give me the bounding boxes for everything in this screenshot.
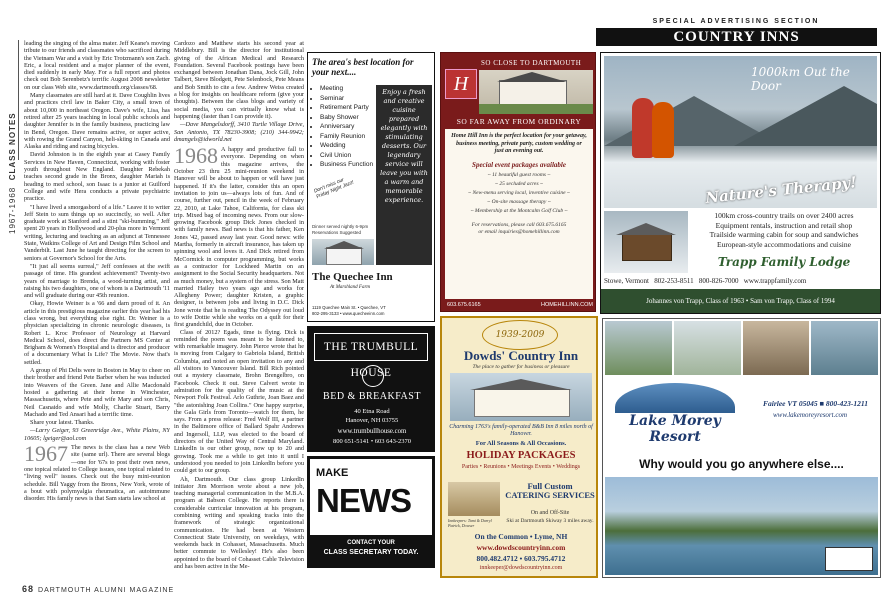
trapp-lodge-photo	[604, 211, 688, 273]
feature-item: ~ On-site massage therapy ~	[487, 198, 551, 205]
event-item: • Retirement Party	[320, 103, 386, 113]
col1-p7: A group of Phi Delts were in Boston in May to cheer on their brother and friend Pete Barber when he was inducted into Weavers of the Green. Jane and Allie Macdonald hosted a gathering at their home in Winchester, Massachusetts, where Pete and wife Mary and son Chris, Neil Casnaido and wife Molly, Charlie Stuart, Barry Machado and Ted Ansari had a terrific time.	[24, 367, 170, 418]
event-item: • Civil Union	[320, 151, 386, 161]
col2-p1: Cardozo and Matthew starts his second year at Middlebury. Bill is the director for institutional giving of the African Medical and Research Foundation. Several Facebook postings have been exchanged between Jonathan Dana, Jock Gill, John Talbert, Steve Blodgett, Pete Selenbock, Pete Means and Bob Smith to cite a few. Andrew Weiss created a blog for insights on healthcare reform (give your thoughts). Between the class blogs and variety of social media, you can virtually know what is happening (faster than I can provide it).	[174, 40, 304, 120]
trumbull-emblem-icon	[362, 365, 384, 387]
page-number: 68	[22, 584, 35, 594]
dowds-phones: 800.482.4712 • 603.795.4712	[476, 554, 566, 563]
home-hill-inn-ad[interactable]	[440, 52, 596, 312]
col1-p2: Many classmates are still hard at it. Dave Coughlin lives and practices civil law in Baker City, a small town of about 10,000 in northeast Oregon. Dave's wife, Lisa, has retired after 25 years teaching in local public schools and daughter Jennifer is in the family business, practicing law in Bend, Oregon. Dave remains active, or super active, with rowing the Grand Canyon, heli-skiing in Canada and Alaska and riding and racing bicycles.	[24, 92, 170, 151]
home-hill-panel	[445, 129, 593, 299]
dowds-name: Dowds' Country Inn	[463, 348, 579, 363]
feature-item: ~ 11 beautiful guest rooms ~	[487, 171, 551, 178]
quechee-script: Enjoy a fresh and creative cuisine prepared elegantly with stimulating desserts. Our legendary service will leave you with a warm and memorable experience.	[380, 88, 428, 204]
news-label: NEWS	[316, 482, 411, 519]
sidebar-years: 1967-1968	[8, 186, 17, 234]
trapp-line: European-style accommodations and cuisine	[717, 239, 851, 249]
lake-morey-mountain-icon	[615, 383, 735, 413]
trumbull-house-ad[interactable]	[307, 326, 435, 452]
dowds-owners: Innkeepers: Tami & Darryl Patrick, Dowser	[448, 518, 492, 528]
home-hill-email[interactable]: or email inquiries@homehillinn.com	[478, 228, 560, 235]
tab-rule	[18, 40, 19, 160]
event-item: • Business Function	[320, 160, 386, 170]
trapp-contact: Stowe, Vermont 802-253-8511 800-826-7000 www.trappfamily.com	[604, 277, 807, 285]
event-item: • Baby Shower	[320, 113, 386, 123]
anniversary-seal: 1939-2009	[482, 320, 558, 350]
trapp-line: Equipment rentals, instruction and retail shop	[715, 220, 853, 230]
dowds-photo	[450, 373, 592, 421]
quechee-event-list	[308, 84, 386, 170]
col1-p8: Share your latest. Thanks.	[30, 419, 95, 427]
trumbull-web[interactable]: www.trumbullhouse.com	[337, 428, 407, 435]
trapp-family-lodge-ad[interactable]	[600, 52, 881, 314]
lake-morey-photo-strip	[605, 321, 878, 375]
quechee-inn-name: The Quechee Inn	[312, 271, 393, 283]
dowds-onsite: On and Off-Site	[530, 510, 570, 516]
quechee-address: 1119 Quechee Main St. • Quechee, VT	[312, 305, 386, 310]
feature-item: ~ Membership at the Montcalm Golf Club ~	[470, 207, 568, 214]
dowds-holiday: HOLIDAY PACKAGES	[466, 450, 576, 461]
news-contact-bar	[310, 535, 432, 565]
dowds-web[interactable]: www.dowdscountryinn.com	[476, 543, 566, 552]
trapp-lodge-name: Trapp Family Lodge	[717, 255, 851, 269]
trumbull-street: 40 Etna Road	[354, 408, 390, 415]
home-hill-special: Special event packages available	[472, 160, 566, 169]
col2-p4: Ah, Dartmouth. Our class group LinkedIn initiator Jim Morrison wrote about a new job, teaching managerial communication in the M.B.A. program at Babson College. He reports there is considerable curricular innovation at his program, combining writing and speaking tracks into the framework of strategic organizational communication. He had been at Western Connecticut State University, on weekdays, with weekends back in Cohasset, Massachusetts. Much better commute to Wellesley! He's also been appointed to the board of Cohasset Cable Television and has been active in the Me-	[174, 475, 304, 571]
dowds-common: On the Common • Lyme, NH	[474, 532, 568, 541]
home-hill-reserve: For reservations, please call 603.675.6165	[471, 221, 567, 228]
trapp-credit-bar: Johannes von Trapp, Class of 1963 • Sam von Trapp, Class of 1994	[601, 289, 880, 313]
jazz-badge: Don't miss our Friday Night Jazz!	[313, 177, 355, 201]
col1-p9: The news is the class has a new Web site (same url). There are several blogs—one for '67s to post their own news, one topical related to College issues, one topical related to "living well" issues. Check out the busy mini-reunion schedule. Bill Yaggy from the Bronx, New York, wrote of a bout with polymyalgia rheumatica, an autoimmune disorder. His family news is that Sam starts law school at	[24, 444, 170, 503]
dinner-hours: Dinner served nightly 6-9pm Reservations Suggested	[312, 224, 369, 235]
dowds-tag: The place to gather for business or pleasure	[472, 364, 570, 370]
home-hill-phone: 603.675.6165	[447, 302, 481, 308]
quechee-headline: The area's best location for your next....	[312, 57, 414, 77]
year-1968: 1968	[174, 143, 218, 169]
lake-morey-lake-photo	[605, 477, 878, 575]
quechee-inn-photo	[312, 239, 374, 265]
trapp-headline: 1000km Out the Door	[751, 65, 850, 93]
innkeepers-photo	[448, 482, 500, 516]
make-news-ad[interactable]	[307, 456, 435, 568]
dowds-country-inn-ad[interactable]	[440, 316, 598, 578]
contact-line: CONTACT YOUR	[347, 540, 395, 546]
country-inns-banner: COUNTRY INNS	[596, 28, 877, 46]
trumbull-phones: 800 651-5141 • 603 643-2370	[332, 438, 412, 445]
lake-morey-headline: Why would you go anywhere else....	[639, 457, 844, 471]
page-footer	[22, 584, 174, 594]
col2-p2: A happy and productive fall to everyone. Depending on when this magazine arrives, the October 23 thru 25 mini-reunion weekend in Hanover will be about to happen or will have just happened. If it's the latter, consider this an open invitation to join us—always lots of fun. And of course, further out, pencil in the week of February 22, 2010, at Lake Tahoe, California, for class ski trip. Mixed bag of incoming news. From our slow-growing Facebook group Dick Jones checked in with family news. Bad news is that his father, Ken Jones '42, passed away last year. Good news: wife Martha, formerly in aircraft insurance, has taken up spinning wool and loves it. And Dick retired from McCormick in computer programming, but works as a contractor for Lockheed Martin on an assignment to the Social Security headquarters. Not as much money, but a system of the stress. Son Matt married Hailey two years ago and works for Allegheny Power; daughter Kristen, a graphic designer, is between jobs and living in D.C. Dick Jone wrote that he is reading The Odyssey out loud to wife Dottie while she works on a quilt for their first grandchild, due in October.	[174, 146, 304, 329]
col1-p6: Okay, Howie Weiner is a '66 and darn proud of it. An article in this prestigious magazine earlier this year had his class wrong, but everything else right. Dr. Weiner is a physician specializing in chronic neurologic diseases, is Robert L. Kroc Professor of Neurology at Harvard Medical School, does direct the Partners MS Center at Brigham & Women's Hospital and is director and producer of a documentary What Is Life? The Movie. Now that's settled.	[24, 300, 170, 366]
home-hill-photo	[479, 70, 593, 114]
lake-morey-resort-ad[interactable]	[602, 318, 881, 578]
home-hill-intro: Home Hill Inn is the perfect location for your getaway, business meeting, private party, custom wedding or just an evening out.	[451, 133, 587, 154]
column-1	[24, 40, 170, 580]
dowds-desc: Charming 1763's family-operated B&B Inn 8 miles north of Hanover.	[449, 424, 593, 437]
dowds-ski: Ski at Dartmouth Skiway 3 miles away.	[506, 518, 594, 524]
secretary-line: CLASS SECRETARY TODAY.	[323, 549, 419, 556]
event-item: • Anniversary	[320, 122, 386, 132]
trumbull-name: THE TRUMBULL HOUSE	[314, 333, 428, 361]
make-label: MAKE	[316, 467, 349, 479]
trapp-line: 100km cross-country trails on over 2400 acres	[714, 211, 854, 220]
event-item: • Meeting	[320, 84, 386, 94]
dowds-events: Parties • Reunions • Meetings Events • Weddings	[461, 464, 581, 470]
trumbull-bb: BED & BREAKFAST	[323, 391, 421, 402]
col2-p3: Class of 2012? Egads, time is flying. Dick is reminded the poem was meant to be listened to, with remarkable imagery. John Pierce wrote that he is moving from Calgary to Gabriola Island, British Columbia, and noted an open invitation to any and all visitors to Vancouver Island. Bill Rich pointed out a mystery classmate, Brohn Brengelbro, on Facebook. Check it out. Steve Calvert wrote in admiration for the quality of the music at the Newport Folk Festival. Arlo Guthrie, Joan Baez and "the astonishing Joan Collins." One happy surprise, the Gala Girls from Toronto—watch for them, he says. From a press release: Fred Wolf III, a partner in the Baltimore office of Ballard Spahr Andrews and Ingersoll, LLP, was elected to the board of directors of the United Way of Central Maryland. LinkedIn is our other group, now up to 20 and growing. Took me a while to get into it until I understood you needed to join LinkedIn before you could get to our group.	[174, 328, 304, 475]
home-hill-features	[445, 171, 593, 216]
dowds-email[interactable]: innkeeper@dowdscountryinn.com	[479, 565, 563, 571]
quechee-inn-sub: At Marshland Farm	[330, 285, 370, 290]
quechee-script-panel	[376, 85, 432, 265]
col2-signature: —Dave Mangelsdorff, 3410 Turtle Village Drive, San Antonio, TX 78230-3908; (210) 344-9942; dmangels@idworld.net	[174, 121, 304, 143]
home-hill-logo-icon: H	[445, 69, 477, 99]
col1-signature: —Larry Geiger, 93 Greenridge Ave., White Plains, NY 10605; lgeiger@aol.com	[24, 427, 170, 442]
quechee-inn-ad[interactable]	[307, 52, 435, 322]
col1-p4: "I have lived a smorgasbord of a life." Leave it to writer Jeff Stein to sum things up so succinctly, so well. After graduate work at Stanford and a stint "ski-bumming," Jeff spent 20 years in Hollywood and 20-plus more in Vermont writing, lecturing and teaching as an adjunct at Tennessee State, Watkins College of Art and Design Film School and Vanderbilt. Last June he taught directing for the screen to seniors at Governor's School for the Arts.	[24, 203, 170, 262]
quechee-phone: 802-295-3133 • www.quecheeinn.com	[312, 311, 385, 316]
year-1967: 1967	[24, 441, 68, 467]
col1-p5: "It just all seems surreal," Jeff confesses at the swift passage of time. His grandest achievement? Twenty-two years of marriage to Brenda, a wood-turning artist, and raising his two daughters, one of whom is a Dartmouth '11 and will graduate during our 45th reunion.	[24, 262, 170, 300]
sidebar-section: CLASS NOTES	[8, 112, 17, 181]
lake-morey-info: Fairlee VT 05045 ■ 800-423-1211	[763, 399, 868, 408]
dowds-for-all: For All Seasons & All Occasions.	[475, 440, 567, 447]
feature-item: ~ New-menu serving local, inventive cuisine ~	[468, 189, 570, 196]
trumbull-town: Hanover, NH 03755	[345, 417, 399, 424]
feature-item: ~ 25 secluded acres ~	[495, 180, 543, 187]
dowds-catering: Full Custom CATERING SERVICES	[505, 481, 595, 500]
special-advertising-label: SPECIAL ADVERTISING SECTION	[652, 18, 820, 25]
trapp-line: Trailside warming cabin for soup and sandwiches	[709, 230, 859, 239]
lake-morey-logo	[615, 383, 735, 467]
col1-p1: leading the singing of the alma mater. Jeff Keane's moving tribute to our friends and classmates who sacrificed during the Vietnam War and a visit by Eric Trotzmann's son Zach. Eric, a local resident and a major planner of the event, died suddenly in early May. For a full report and photos check out Bob Serenbetz's terrific August 2008 newsletter on our class Web site, www.dartmouth.org/classes/68.	[24, 40, 170, 91]
trapp-features	[691, 211, 877, 249]
home-hill-far: SO FAR AWAY FROM ORDINARY	[456, 117, 582, 126]
event-item: • Wedding	[320, 141, 386, 151]
lake-morey-name: Lake Morey Resort	[629, 413, 721, 445]
trapp-therapy: Nature's Therapy!	[704, 173, 858, 207]
magazine-name: DARTMOUTH ALUMNI MAGAZINE	[38, 587, 175, 594]
lake-morey-web[interactable]: www.lakemoreyresort.com	[773, 411, 848, 419]
home-hill-close: SO CLOSE TO DARTMOUTH	[481, 59, 582, 67]
column-2	[174, 40, 304, 580]
event-item: • Seminar	[320, 94, 386, 104]
col1-p3: David Johnston is in the eighth year at Casey Family Services in New Haven, Connecticut, working with foster youth throughout New England. Daughter Rebekah teaches second grade in the Bronx, daughter Mariah is heading to med school, son Isaac is a junior at Guilford College and wife Hera conducts a private psychiatric practice.	[24, 151, 170, 203]
home-hill-web[interactable]: HOMEHILLINN.COM	[541, 302, 593, 308]
event-item: • Family Reunion	[320, 132, 386, 142]
lake-morey-badge-icon	[825, 547, 873, 571]
